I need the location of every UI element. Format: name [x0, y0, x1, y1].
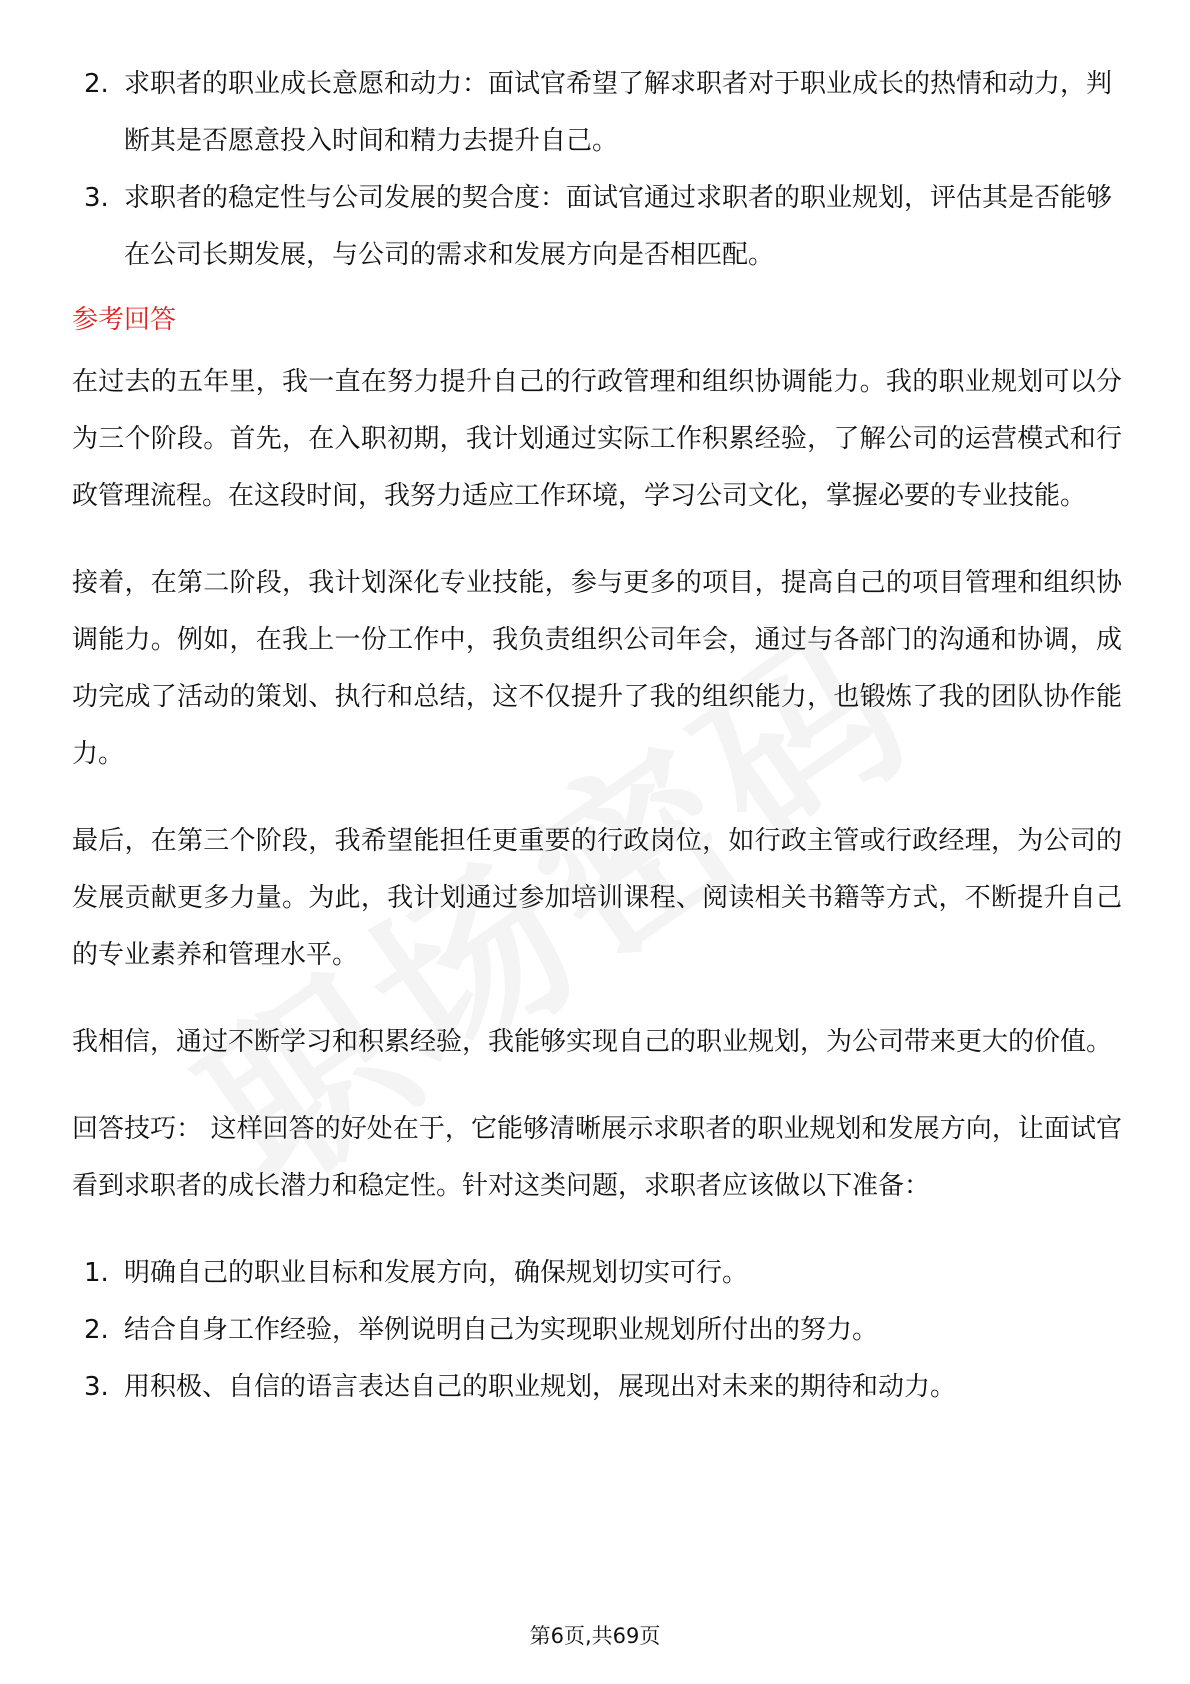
- list-item: [72, 1359, 1122, 1416]
- paragraph: 最后，在第三个阶段，我希望能担任更重要的行政岗位，如行政主管或行政经理，为公司的发展贡献更多力量。为此，我计划通过参加培训课程、阅读相关书籍等方式，不断提升自己的专业素养和管理水平。: [72, 826, 1122, 970]
- list-item-text: 求职者的稳定性与公司发展的契合度：面试官通过求职者的职业规划，评估其是否能够在公司长期发展，与公司的需求和发展方向是否相匹配。: [124, 183, 1113, 270]
- list-item: [72, 1302, 1122, 1359]
- list-number: 3.: [84, 183, 109, 213]
- paragraph: 接着，在第二阶段，我计划深化专业技能，参与更多的项目，提高自己的项目管理和组织协调能力。例如，在我上一份工作中，我负责组织公司年会，通过与各部门的沟通和协调，成功完成了活动的策划、执行和总结，这不仅提升了我的组织能力，也锻炼了我的团队协作能力。: [72, 568, 1122, 769]
- list-item-text: 结合自身工作经验，举例说明自己为实现职业规划所付出的努力。: [124, 1315, 879, 1345]
- list-number: 1.: [84, 1258, 109, 1288]
- list-item-text: 明确自己的职业目标和发展方向，确保规划切实可行。: [124, 1258, 749, 1288]
- answer-tips-paragraph: 回答技巧： 这样回答的好处在于，它能够清晰展示求职者的职业规划和发展方向，让面试官看到求职者的成长潜力和稳定性。针对这类问题，求职者应该做以下准备：: [72, 1114, 1122, 1201]
- list-item-text: 用积极、自信的语言表达自己的职业规划，展现出对未来的期待和动力。: [124, 1372, 957, 1402]
- list-item: [72, 56, 1122, 170]
- list-number: 2.: [84, 1315, 109, 1345]
- list-item: [72, 1245, 1122, 1302]
- tips-numbered-list: [72, 1245, 1122, 1416]
- page-number-footer: 第6页,共69页: [529, 1624, 661, 1648]
- page-content: [72, 56, 1122, 1416]
- list-item: [72, 170, 1122, 284]
- paragraph: 我相信，通过不断学习和积累经验，我能够实现自己的职业规划，为公司带来更大的价值。: [72, 1027, 1113, 1057]
- list-number: 3.: [84, 1372, 109, 1402]
- list-number: 2.: [84, 69, 109, 99]
- list-item-text: 求职者的职业成长意愿和动力：面试官希望了解求职者对于职业成长的热情和动力，判断其是否愿意投入时间和精力去提升自己。: [124, 69, 1113, 156]
- top-numbered-list: [72, 56, 1122, 284]
- paragraph: 在过去的五年里，我一直在努力提升自己的行政管理和组织协调能力。我的职业规划可以分为三个阶段。首先，在入职初期，我计划通过实际工作积累经验，了解公司的运营模式和行政管理流程。在这段时间，我努力适应工作环境，学习公司文化，掌握必要的专业技能。: [72, 367, 1122, 511]
- section-heading: 参考回答: [72, 305, 177, 335]
